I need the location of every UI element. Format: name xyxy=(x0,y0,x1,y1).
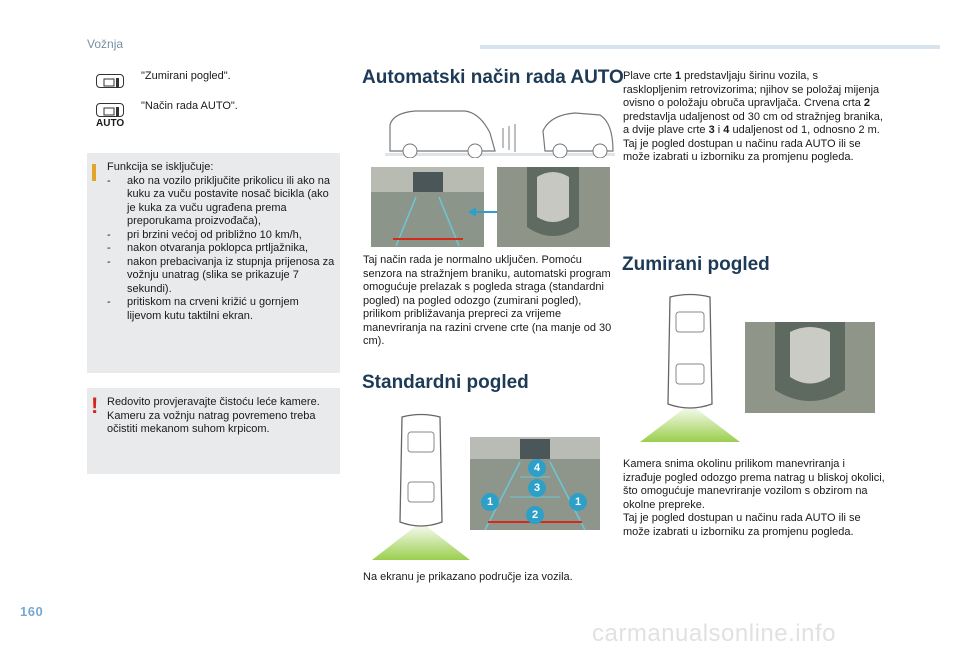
standard-section-title: Standardni pogled xyxy=(362,372,529,393)
info-icon-bar xyxy=(92,172,96,181)
warning-line-2: Kameru za vožnju natrag povremeno treba očistiti mekanom suhom krpicom. xyxy=(107,409,316,435)
auto-section-text: Taj način rada je normalno uključen. Pomoću senzora na stražnjem braniku, automatski program omogućuje prelazak s pogleda straga (standardni pogled) na pogled odozgo (zumirani pogled), prilikom približavanja prepreci za vrijeme manevriranja na razini crvene crte (na manje od 30 cm). xyxy=(363,254,612,347)
marker-1-right: 1 xyxy=(569,493,587,511)
auto-mode-label: "Način rada AUTO". xyxy=(141,100,238,112)
list-item: - ako na vozilo priključite prikolicu ili ako na kuku za vuču postavite nosač bicikla (ako je kuka za vuču ugrađena prema preporukama proizvođača), xyxy=(107,174,330,227)
marker-2: 2 xyxy=(526,506,544,524)
top-camera-image xyxy=(497,167,610,247)
zoom-section-title: Zumirani pogled xyxy=(622,254,770,275)
car-top-view-standard xyxy=(372,412,470,560)
camera-auto-icon xyxy=(96,103,124,117)
lines-explanation: Plave crte 1 predstavljaju širinu vozila, s rasklopljenim retrovizorima; njihov se položaj mijenja ovisno o položaju obruča upravljača. Crvena crta 2 predstavlja udaljenost od 30 cm od stražnjeg branika, a dvije plave crte 3 i 4 udaljenost od 1, odnosno 2 m. Taj je pogled dostupan u načinu rada AUTO ili se može izabrati u izborniku za promjenu pogleda. xyxy=(623,70,885,165)
watermark: carmanualsonline.info xyxy=(592,620,836,647)
list-item: - nakon prebacivanja iz stupnja prijenosa za vožnju unatrag (slika se prikazuje 7 sekundi). xyxy=(107,255,335,295)
zoom-view-label: "Zumirani pogled". xyxy=(141,70,231,82)
zoom-section-text xyxy=(623,458,885,539)
marker-3: 3 xyxy=(528,479,546,497)
marker-1-left: 1 xyxy=(481,493,499,511)
auto-section-title: Automatski način rada AUTO xyxy=(362,67,624,88)
zoom-text-1: Kamera snima okolinu prilikom manevriranja i izrađuje pogled odozgo prema natrag u bliskoj okolici, što omogućuje manevriranje vozilom s obzirom na okolne prepreke. xyxy=(623,458,885,511)
list-item: - nakon otvaranja poklopca prtljažnika, xyxy=(107,242,309,254)
auto-badge: AUTO xyxy=(96,118,125,129)
list-item: - pri brzini većoj od približno 10 km/h, xyxy=(107,228,302,241)
car-top-view-zoom xyxy=(640,292,740,442)
page-number: 160 xyxy=(20,604,44,619)
zoom-camera-image xyxy=(745,322,875,413)
zoom-text-2: Taj je pogled dostupan u načinu rada AUTO ili se može izabrati u izborniku za promjenu pogleda. xyxy=(623,512,861,538)
cars-illustration xyxy=(385,103,615,158)
marker-4: 4 xyxy=(528,459,546,477)
standard-availability-text: Taj je pogled dostupan u načinu rada AUTO ili se može izabrati u izborniku za promjenu pogleda. xyxy=(623,137,861,163)
warning-icon: ! xyxy=(91,393,99,418)
page-header-title: Vožnja xyxy=(87,37,124,51)
list-item: - pritiskom na crveni križić u gornjem lijevom kutu taktilni ekran. xyxy=(107,296,299,322)
header-divider xyxy=(480,45,940,49)
warning-box-content xyxy=(107,396,332,437)
camera-zoom-icon xyxy=(96,74,124,88)
standard-section-text: Na ekranu je prikazano područje iza vozila. xyxy=(363,571,573,583)
info-intro: Funkcija se isključuje: xyxy=(107,161,214,173)
info-box-content xyxy=(107,161,335,323)
warning-line-1: Redovito provjeravajte čistoću leće kamere. xyxy=(107,396,320,408)
